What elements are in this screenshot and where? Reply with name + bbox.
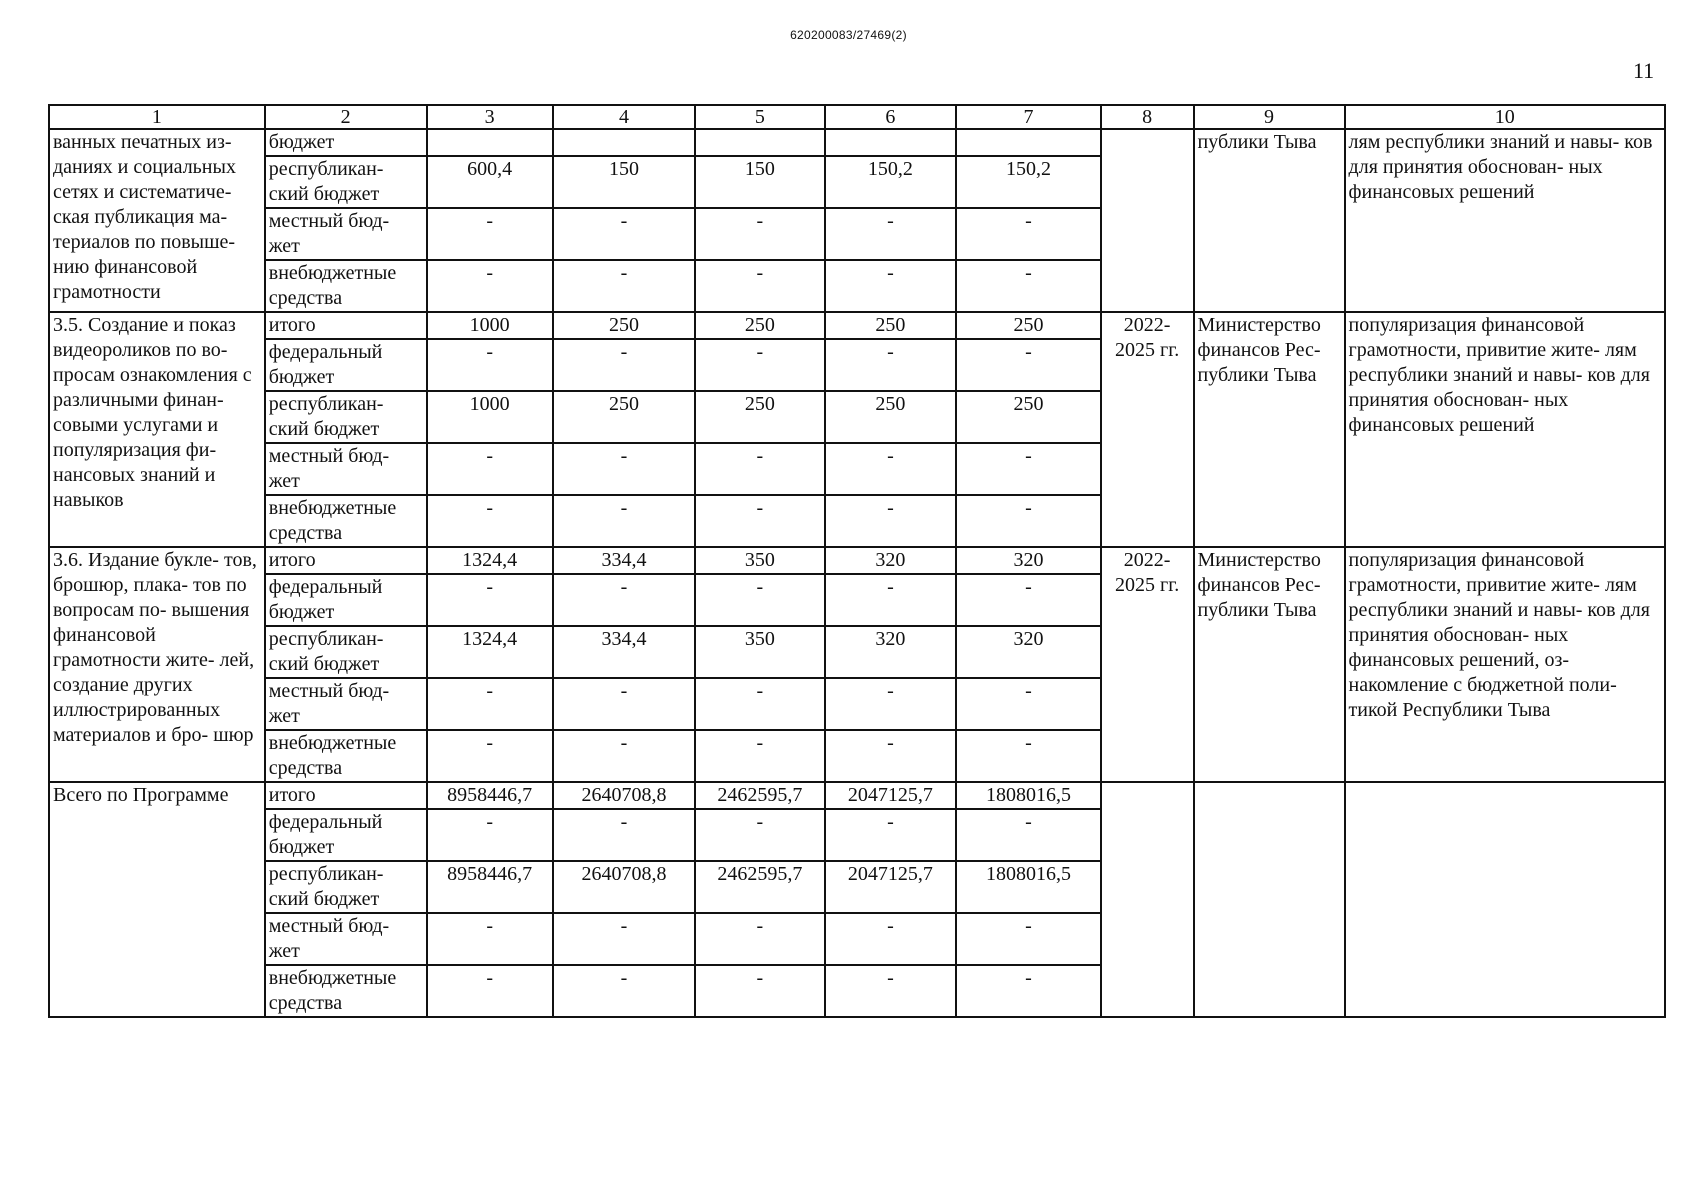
executor-cell: Министерство финансов Рес- публики Тыва bbox=[1194, 547, 1345, 782]
value-cell: - bbox=[956, 495, 1101, 547]
executor-cell: публики Тыва bbox=[1194, 129, 1345, 312]
value-cell: 1324,4 bbox=[427, 547, 553, 574]
value-cell: - bbox=[427, 443, 553, 495]
funding-source: внебюджетные средства bbox=[265, 965, 427, 1017]
value-cell bbox=[956, 129, 1101, 156]
value-cell: - bbox=[695, 809, 824, 861]
value-cell: - bbox=[427, 574, 553, 626]
value-cell: 250 bbox=[553, 312, 695, 339]
funding-source: итого bbox=[265, 312, 427, 339]
value-cell: - bbox=[825, 339, 957, 391]
value-cell: 8958446,7 bbox=[427, 782, 553, 809]
value-cell: - bbox=[553, 965, 695, 1017]
value-cell: 150 bbox=[553, 156, 695, 208]
funding-source: республикан- ский бюджет bbox=[265, 861, 427, 913]
value-cell: - bbox=[695, 208, 824, 260]
funding-source: внебюджетные средства bbox=[265, 730, 427, 782]
value-cell: 350 bbox=[695, 547, 824, 574]
value-cell: - bbox=[956, 208, 1101, 260]
value-cell: - bbox=[956, 574, 1101, 626]
value-cell: 250 bbox=[825, 312, 957, 339]
value-cell: - bbox=[695, 443, 824, 495]
value-cell: - bbox=[825, 730, 957, 782]
value-cell: - bbox=[695, 965, 824, 1017]
page-number: 11 bbox=[1633, 58, 1655, 83]
value-cell: 1000 bbox=[427, 391, 553, 443]
result-cell: популяризация финансовой грамотности, привитие жите- лям республики знаний и навы- ков для принятия обоснован- ных финансовых решений, оз- накомление с бюджетной поли- тикой Республики Тыва bbox=[1345, 547, 1665, 782]
funding-source: внебюджетные средства bbox=[265, 260, 427, 312]
value-cell: - bbox=[956, 339, 1101, 391]
value-cell: 2462595,7 bbox=[695, 782, 824, 809]
value-cell: 1808016,5 bbox=[956, 782, 1101, 809]
value-cell: - bbox=[553, 443, 695, 495]
result-cell bbox=[1345, 782, 1665, 1017]
value-cell: - bbox=[553, 339, 695, 391]
value-cell: 250 bbox=[553, 391, 695, 443]
value-cell: 2047125,7 bbox=[825, 861, 957, 913]
value-cell: 2640708,8 bbox=[553, 782, 695, 809]
value-cell bbox=[825, 129, 957, 156]
column-header: 8 bbox=[1101, 105, 1194, 129]
value-cell: - bbox=[553, 208, 695, 260]
executor-cell: Министерство финансов Рес- публики Тыва bbox=[1194, 312, 1345, 547]
value-cell bbox=[695, 129, 824, 156]
value-cell: 250 bbox=[695, 312, 824, 339]
program-funding-table bbox=[48, 104, 1666, 1018]
column-header: 3 bbox=[427, 105, 553, 129]
value-cell: 150,2 bbox=[825, 156, 957, 208]
value-cell: - bbox=[956, 730, 1101, 782]
value-cell: 150 bbox=[695, 156, 824, 208]
funding-source: местный бюд- жет bbox=[265, 913, 427, 965]
funding-source: республикан- ский бюджет bbox=[265, 626, 427, 678]
value-cell: - bbox=[553, 495, 695, 547]
funding-source: федеральный бюджет bbox=[265, 809, 427, 861]
value-cell: 1000 bbox=[427, 312, 553, 339]
result-cell: популяризация финансовой грамотности, привитие жите- лям республики знаний и навы- ков для принятия обоснован- ных финансовых решений bbox=[1345, 312, 1665, 547]
value-cell: - bbox=[427, 730, 553, 782]
value-cell: - bbox=[825, 208, 957, 260]
value-cell: 1808016,5 bbox=[956, 861, 1101, 913]
value-cell: - bbox=[695, 339, 824, 391]
funding-source: федеральный бюджет bbox=[265, 574, 427, 626]
value-cell: - bbox=[825, 260, 957, 312]
column-header: 5 bbox=[695, 105, 824, 129]
funding-source: внебюджетные средства bbox=[265, 495, 427, 547]
value-cell: - bbox=[553, 730, 695, 782]
table-row bbox=[49, 129, 1665, 156]
funding-source: итого bbox=[265, 782, 427, 809]
executor-cell bbox=[1194, 782, 1345, 1017]
value-cell: 2462595,7 bbox=[695, 861, 824, 913]
funding-source: республикан- ский бюджет bbox=[265, 156, 427, 208]
activity-name: Всего по Программе bbox=[49, 782, 265, 1017]
column-header: 9 bbox=[1194, 105, 1345, 129]
table-row bbox=[49, 312, 1665, 339]
table-row bbox=[49, 547, 1665, 574]
value-cell: - bbox=[553, 913, 695, 965]
funding-source: местный бюд- жет bbox=[265, 208, 427, 260]
value-cell: - bbox=[956, 260, 1101, 312]
value-cell: 250 bbox=[956, 312, 1101, 339]
column-header: 7 bbox=[956, 105, 1101, 129]
value-cell: - bbox=[427, 208, 553, 260]
value-cell: 350 bbox=[695, 626, 824, 678]
value-cell: 250 bbox=[695, 391, 824, 443]
value-cell bbox=[553, 129, 695, 156]
funding-source: федеральный бюджет bbox=[265, 339, 427, 391]
value-cell: 320 bbox=[956, 626, 1101, 678]
value-cell: - bbox=[825, 913, 957, 965]
value-cell: 320 bbox=[825, 626, 957, 678]
column-header: 2 bbox=[265, 105, 427, 129]
funding-source: республикан- ский бюджет bbox=[265, 391, 427, 443]
value-cell: 320 bbox=[956, 547, 1101, 574]
value-cell: 150,2 bbox=[956, 156, 1101, 208]
header-row bbox=[49, 105, 1665, 129]
value-cell: 600,4 bbox=[427, 156, 553, 208]
period-cell bbox=[1101, 129, 1194, 312]
value-cell: - bbox=[695, 678, 824, 730]
value-cell: 320 bbox=[825, 547, 957, 574]
value-cell: - bbox=[553, 809, 695, 861]
value-cell: - bbox=[427, 339, 553, 391]
value-cell: - bbox=[825, 574, 957, 626]
value-cell: - bbox=[695, 730, 824, 782]
value-cell: 1324,4 bbox=[427, 626, 553, 678]
value-cell: - bbox=[427, 965, 553, 1017]
value-cell: - bbox=[553, 678, 695, 730]
value-cell: - bbox=[695, 913, 824, 965]
period-cell: 2022- 2025 гг. bbox=[1101, 312, 1194, 547]
value-cell bbox=[427, 129, 553, 156]
activity-name: 3.5. Создание и показ видеороликов по во- просам ознакомления с различными финан- совыми услугами и популяризация фи- нансовых знаний и навыков bbox=[49, 312, 265, 547]
value-cell: - bbox=[695, 495, 824, 547]
value-cell: - bbox=[553, 574, 695, 626]
activity-name: ванных печатных из- даниях и социальных сетях и систематиче- ская публикация ма- териалов по повыше- нию финансовой грамотности bbox=[49, 129, 265, 312]
value-cell: - bbox=[427, 260, 553, 312]
value-cell: - bbox=[956, 965, 1101, 1017]
funding-source: местный бюд- жет bbox=[265, 678, 427, 730]
value-cell: - bbox=[956, 443, 1101, 495]
value-cell: - bbox=[695, 260, 824, 312]
column-header: 10 bbox=[1345, 105, 1665, 129]
value-cell: - bbox=[695, 574, 824, 626]
column-header: 1 bbox=[49, 105, 265, 129]
value-cell: 250 bbox=[956, 391, 1101, 443]
value-cell: - bbox=[427, 678, 553, 730]
value-cell: - bbox=[553, 260, 695, 312]
value-cell: 250 bbox=[825, 391, 957, 443]
period-cell bbox=[1101, 782, 1194, 1017]
value-cell: 2047125,7 bbox=[825, 782, 957, 809]
column-header: 4 bbox=[553, 105, 695, 129]
value-cell: 8958446,7 bbox=[427, 861, 553, 913]
value-cell: - bbox=[825, 678, 957, 730]
activity-name: 3.6. Издание букле- тов, брошюр, плака- тов по вопросам по- вышения финансовой грамотности жите- лей, создание других иллюстрированных материалов и бро- шюр bbox=[49, 547, 265, 782]
document-id: 620200083/27469(2) bbox=[790, 28, 907, 42]
value-cell: - bbox=[427, 495, 553, 547]
value-cell: - bbox=[825, 965, 957, 1017]
result-cell: лям республики знаний и навы- ков для принятия обоснован- ных финансовых решений bbox=[1345, 129, 1665, 312]
value-cell: - bbox=[427, 913, 553, 965]
column-header: 6 bbox=[825, 105, 957, 129]
value-cell: - bbox=[825, 443, 957, 495]
funding-source: итого bbox=[265, 547, 427, 574]
value-cell: - bbox=[956, 913, 1101, 965]
table-row bbox=[49, 782, 1665, 809]
value-cell: - bbox=[825, 809, 957, 861]
funding-source: бюджет bbox=[265, 129, 427, 156]
value-cell: - bbox=[825, 495, 957, 547]
value-cell: - bbox=[956, 809, 1101, 861]
value-cell: 2640708,8 bbox=[553, 861, 695, 913]
value-cell: 334,4 bbox=[553, 547, 695, 574]
period-cell: 2022- 2025 гг. bbox=[1101, 547, 1194, 782]
value-cell: - bbox=[956, 678, 1101, 730]
funding-source: местный бюд- жет bbox=[265, 443, 427, 495]
value-cell: - bbox=[427, 809, 553, 861]
value-cell: 334,4 bbox=[553, 626, 695, 678]
